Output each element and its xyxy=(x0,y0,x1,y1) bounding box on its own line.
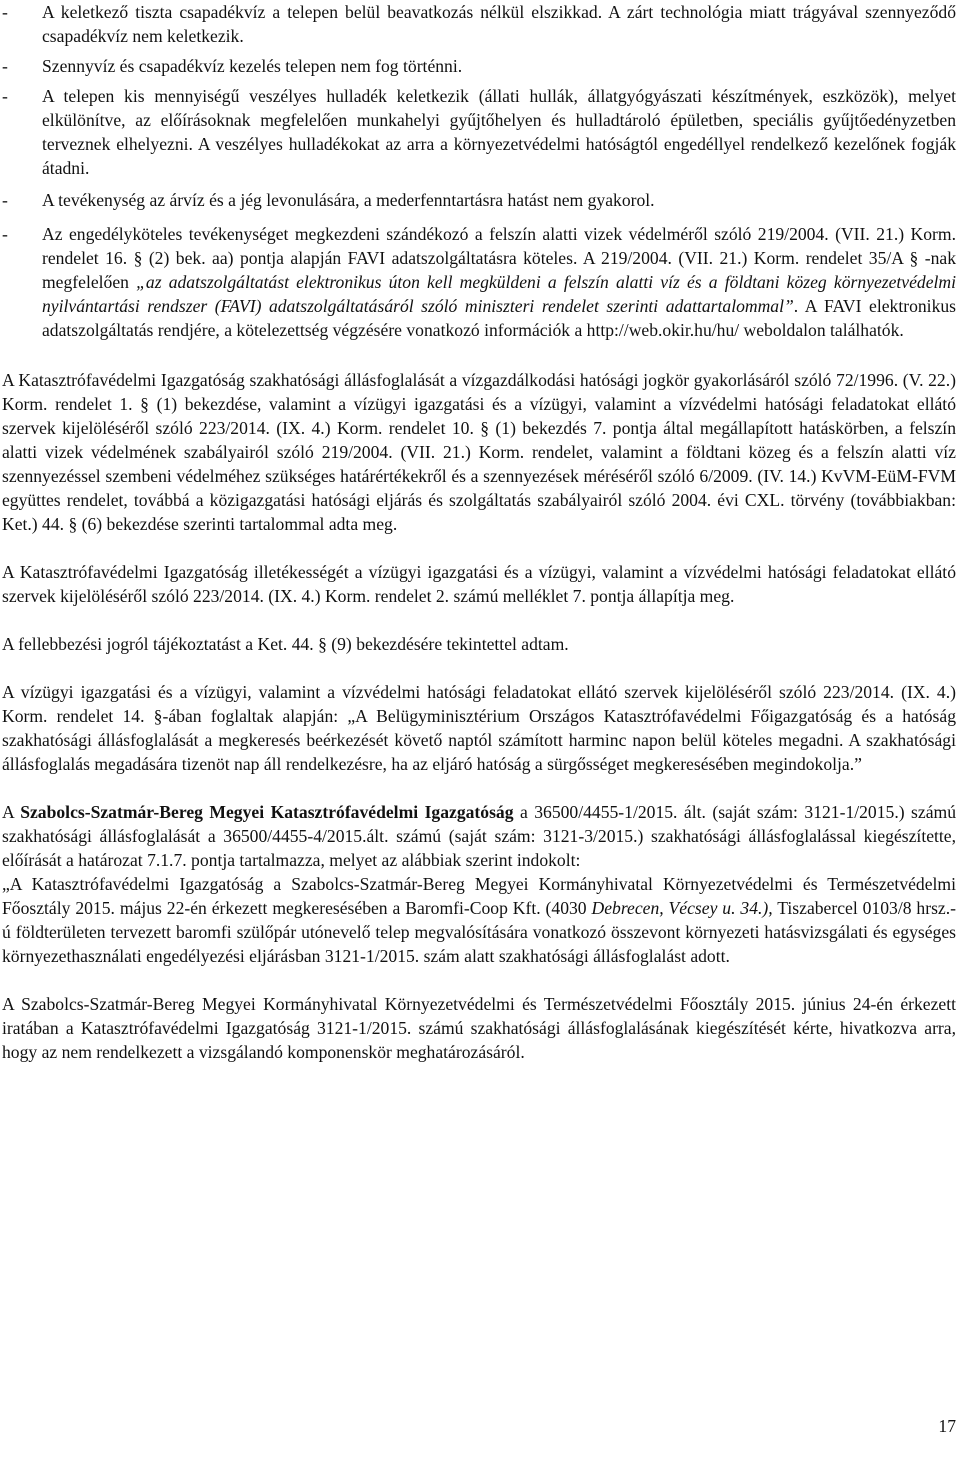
list-dash: - xyxy=(2,2,8,22)
favi-quote: „az adatszolgáltatást elektronikus úton kell megküldeni a felszín alatti víz és a földtani közeg környezetvédelmi nyilvántartási rendszer (FAVI) adatszolgáltatásáról szóló miniszteri rendelet szerinti adattartalommal” xyxy=(42,272,956,316)
paragraph-quote xyxy=(2,872,956,968)
paragraph-legal-basis: A Katasztrófavédelmi Igazgatóság szakhatósági állásfoglalását a vízgazdálkodási hatósági jogkör gyakorlásáról szóló 72/1996. (V. 22.) Korm. rendelet 1. § (1) bekezdése, valamint a vízügyi igazgatási és a vízügyi, valamint a vízvédelmi hatósági feladatokat ellátó szervek kijelöléséről szóló 223/2014. (IX. 4.) Korm. rendelet 10. § (1) bekezdés 7. pontja által megállapított hatáskörben, a felszín alatti vizek védelmének szabályairól szóló 219/2004. (VII. 21.) Korm. rendelet, valamint a földtani közeg és a felszín alatti víz szennyezéssel szembeni védelméhez szükséges határértékekről és a szennyezések méréséről szóló 6/2009. (IV. 14.) KvVM-EüM-FVM együttes rendelet, továbbá a közigazgatási hatósági eljárás és szolgáltatás szabályairól szóló 2004. évi CXL. törvény (továbbiakban: Ket.) 44. § (6) bekezdése szerinti tartalommal adta meg. xyxy=(2,370,956,534)
quote-address: Debrecen, Vécsey u. 34.), xyxy=(591,898,773,918)
quote-after: Tiszabercel 0103/8 hrsz.-ú földterületen tervezett baromfi szülőpár utónevelő telep megvalósítására vonatkozó összevont környezeti hatásvizsgálati és egységes környezethasználati engedélyezési eljárásban 3121-1/2015. szám alatt szakhatósági állásfoglalást adott. xyxy=(2,898,956,966)
quote-before: „A Katasztrófavédelmi Igazgatóság a Szabolcs-Szatmár-Bereg Megyei Kormányhivatal Környezetvédelmi és Természetvédelmi Főosztály 2015. május 22-én érkezett megkeresésében a Baromfi-Coop Kft. (4030 xyxy=(2,874,956,918)
document-body xyxy=(2,0,956,1064)
paragraph-rest: a 36500/4455-1/2015. ált. (saját szám: 3121-1/2015.) számú szakhatósági állásfoglalását a 36500/4455-4/2015.ált. számú (saját szám: 3121-3/2015.) szakhatósági állásfoglalással kiegészítette, előírását a határozat 7.1.7. pontja tartalmazza, melyet az alábbiak szerint indokolt: xyxy=(2,802,956,870)
paragraph-appeal: A fellebbezési jogról tájékoztatást a Ket. 44. § (9) bekezdésére tekintettel adtam. xyxy=(2,634,569,654)
list-dash: - xyxy=(2,190,8,210)
list-item xyxy=(2,84,956,180)
list-dash: - xyxy=(2,56,8,76)
list-item xyxy=(2,188,956,212)
list-item-text xyxy=(42,224,956,340)
list-item xyxy=(2,0,956,48)
list-dash: - xyxy=(2,86,8,106)
favi-text-before: Az engedélyköteles tevékenységet megkezdeni szándékozó a felszín alatti vizek védelméről szóló 219/2004. (VII. 21.) Korm. rendelet 16. § (2) bek. aa) pontja alapján FAVI adatszolgáltatásra köteles. A 219/2004. (VII. 21.) Korm. rendelet 35/A § -nak megfelelően xyxy=(42,224,956,292)
list-item-text: Szennyvíz és csapadékvíz kezelés telepen nem fog történni. xyxy=(42,56,463,76)
list-item-text: A tevékenység az árvíz és a jég levonulására, a mederfenntartásra hatást nem gyakorol. xyxy=(42,190,655,210)
list-item-text: A telepen kis mennyiségű veszélyes hulladék keletkezik (állati hullák, állatgyógyászati készítmények, eszközök), melyet elkülönítve, az előírásoknak megfelelően munkahelyi gyűjtőhelyen és hulladtároló épületben, speciális gyűjtőedényzetben terveznek elhelyezni. A veszélyes hulladékokat az arra a környezetvédelmi hatóságtól engedéllyel rendelkező kezelőnek fogják átadni. xyxy=(42,86,956,178)
list-item-text: A keletkező tiszta csapadékvíz a telepen belül beavatkozás nélkül elszikkad. A zárt technológia miatt trágyával szennyeződő csapadékvíz nem keletkezik. xyxy=(42,2,956,46)
paragraph-last: A Szabolcs-Szatmár-Bereg Megyei Kormányhivatal Környezetvédelmi és Természetvédelmi Főosztály 2015. június 24-én érkezett iratában a Katasztrófavédelmi Igazgatóság 3121-1/2015. számú szakhatósági állásfoglalásának kiegészítését kérte, hivatkozva arra, hogy az nem rendelkezett a vizsgálandó komponenskör meghatározásáról. xyxy=(2,994,956,1062)
favi-text-after: . A FAVI elektronikus adatszolgáltatás rendjére, a kötelezettség végzésére vonatkozó információk a http://web.okir.hu/hu/ weboldalon találhatók. xyxy=(42,296,957,340)
page-number: 17 xyxy=(938,1416,956,1436)
list-item xyxy=(2,54,956,78)
paragraph-deadline: A vízügyi igazgatási és a vízügyi, valamint a vízvédelmi hatósági feladatokat ellátó szervek kijelöléséről szóló 223/2014. (IX. 4.) Korm. rendelet 14. §-ában foglaltak alapján: „A Belügyminisztérium Országos Katasztrófavédelmi Főigazgatóság és a hatóság szakhatósági állásfoglalását a megkeresés beérkezését követő naptól számított harminc napon belül köteles megadni. A szakhatósági állásfoglalás megadására tizenöt nap áll rendelkezésre, ha az eljáró hatóság a sürgősséget megkeresésében megindokolja.” xyxy=(2,682,956,774)
paragraph-prefix: A xyxy=(2,802,21,822)
paragraph-szabolcs xyxy=(2,800,956,872)
paragraph-jurisdiction: A Katasztrófavédelmi Igazgatóság illetékességét a vízügyi igazgatási és a vízügyi, valamint a vízvédelmi hatósági feladatokat ellátó szervek kijelöléséről szóló 223/2014. (IX. 4.) Korm. rendelet 2. számú melléklet 7. pontja állapítja meg. xyxy=(2,562,956,606)
list-dash: - xyxy=(2,224,8,244)
authority-name: Szabolcs-Szatmár-Bereg Megyei Katasztrófavédelmi Igazgatóság xyxy=(20,802,514,822)
list-item xyxy=(2,222,956,342)
